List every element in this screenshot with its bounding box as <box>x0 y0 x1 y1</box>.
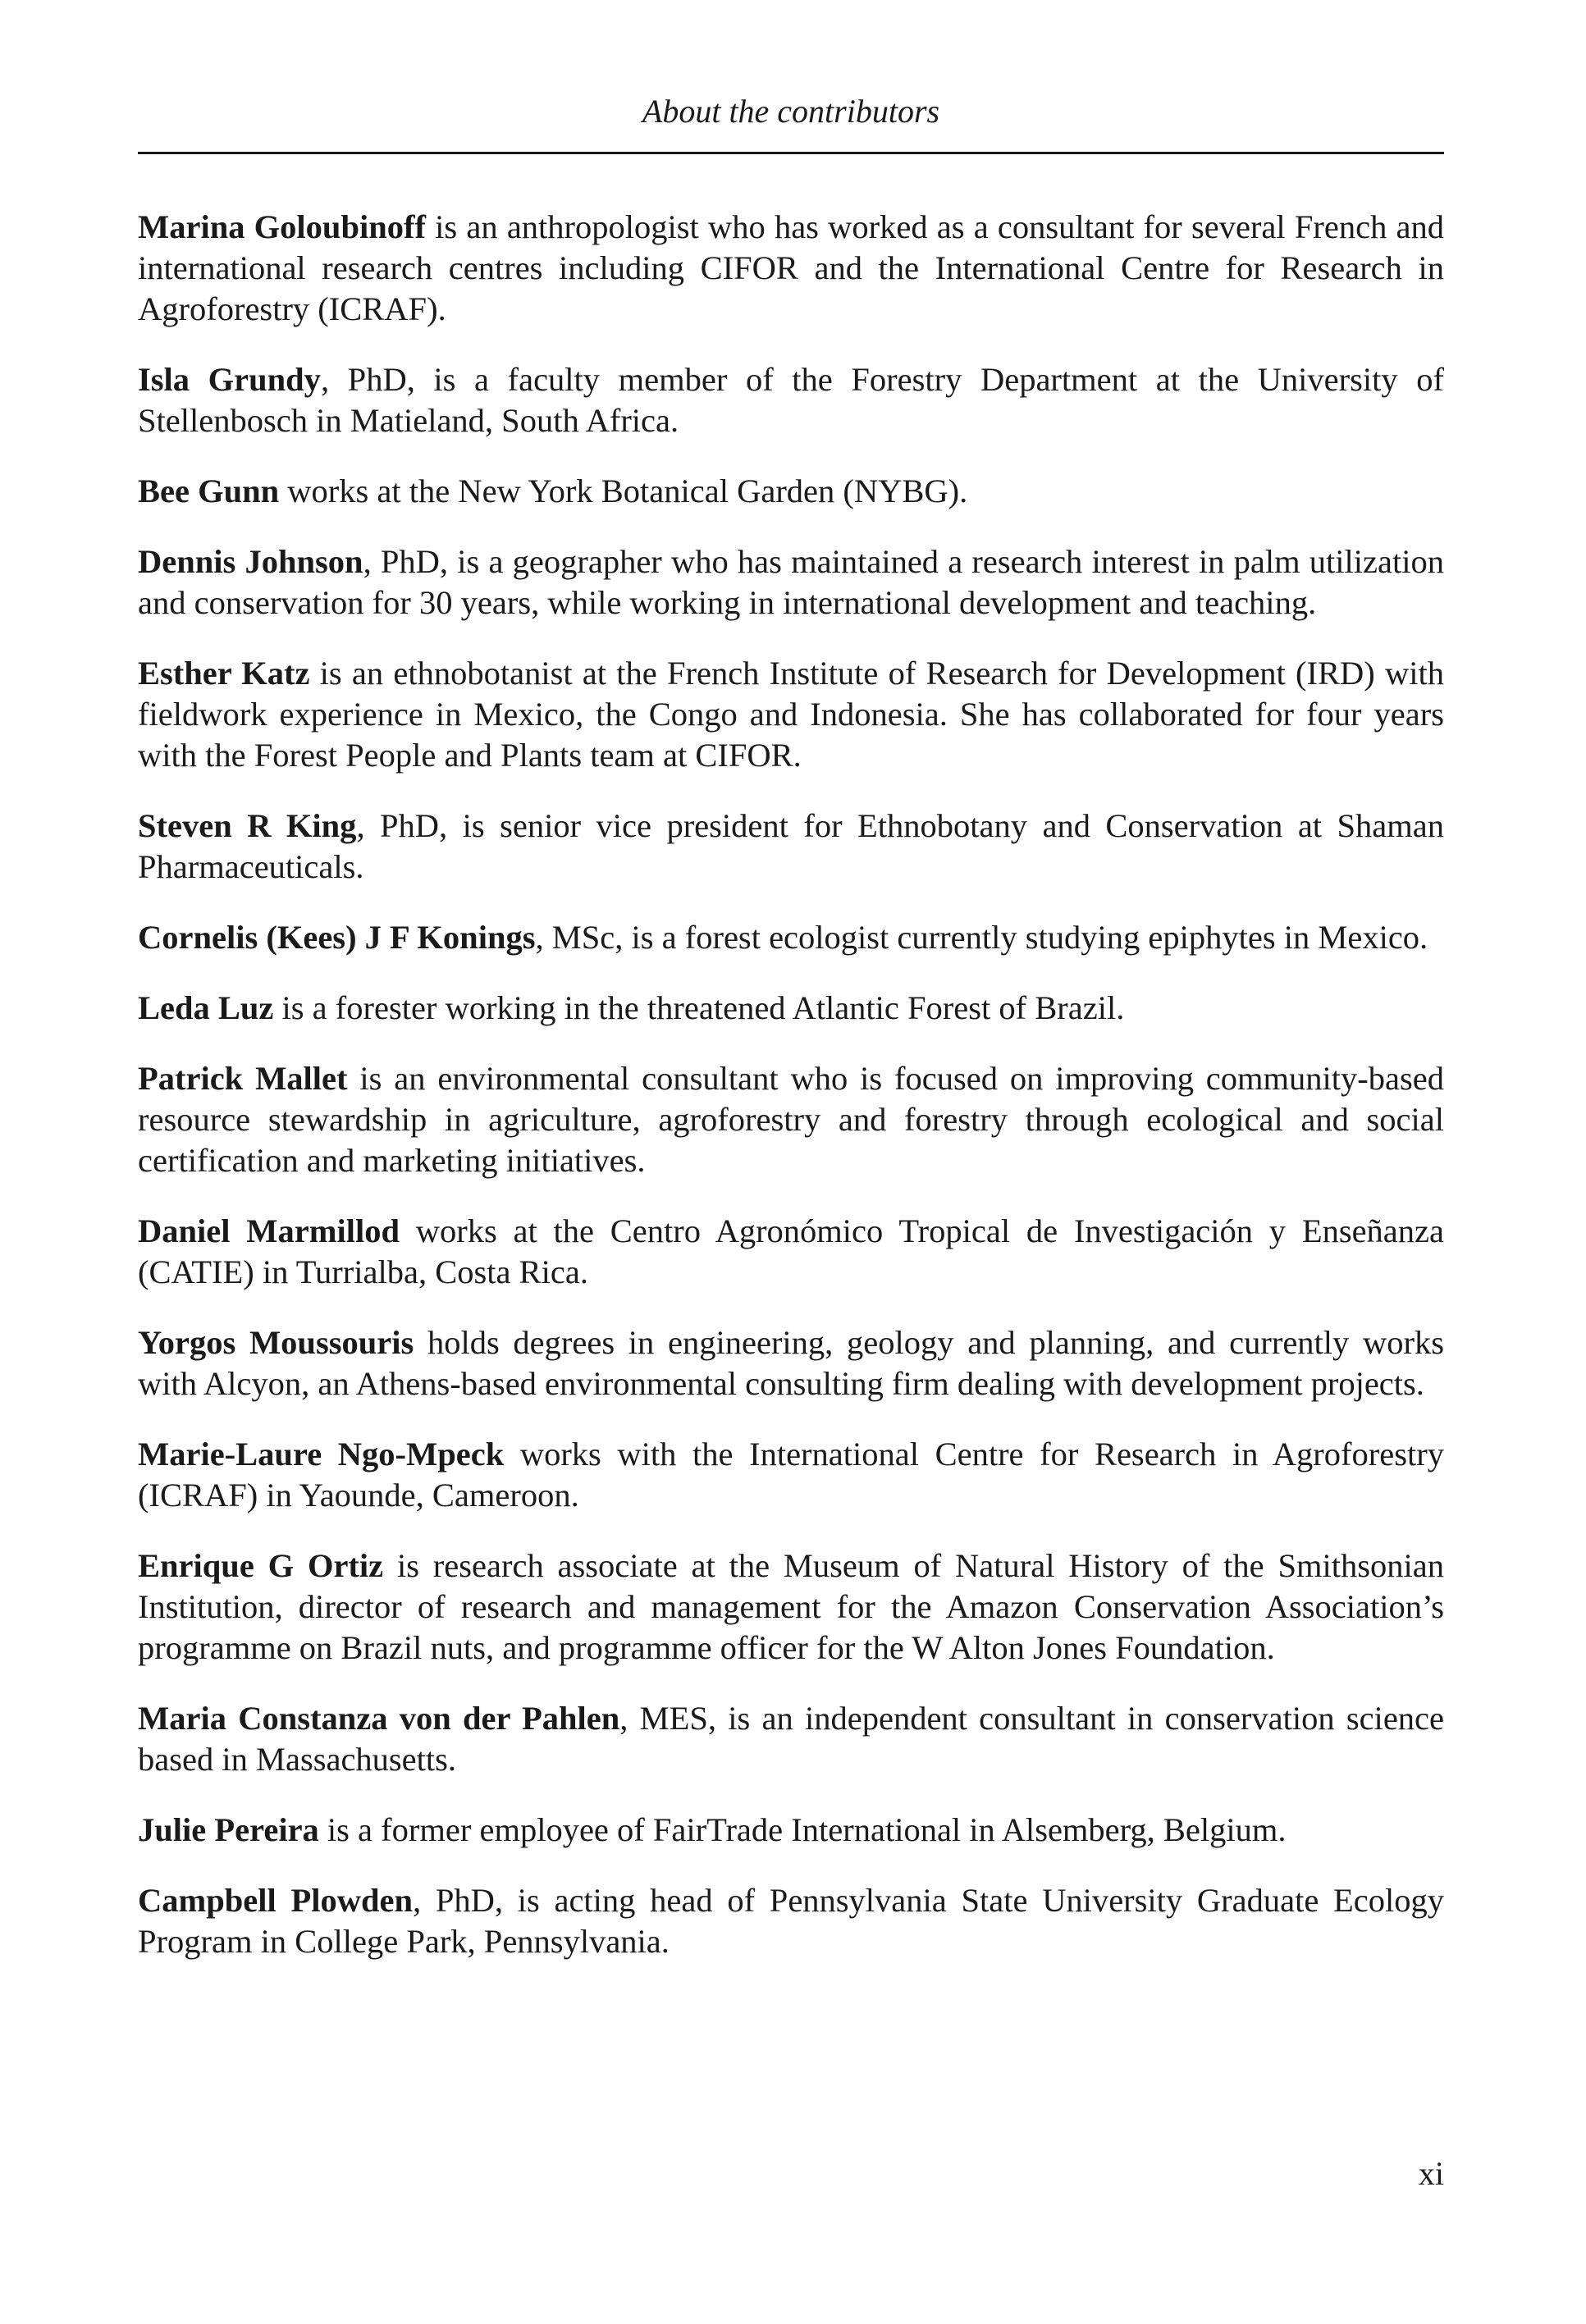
contributor-entry <box>138 207 1444 330</box>
contributor-entry <box>138 471 1444 512</box>
contributor-bio: is a forester working in the threatened Atlantic Forest of Brazil. <box>273 989 1125 1026</box>
contributor-name: Esther Katz <box>138 655 310 692</box>
page-number: xi <box>1418 2155 1444 2192</box>
contributor-name: Marina Goloubinoff <box>138 208 426 245</box>
contributor-entry <box>138 1322 1444 1404</box>
contributor-name: Maria Constanza von der Pahlen <box>138 1700 620 1737</box>
contributor-name: Marie-Laure Ngo-Mpeck <box>138 1436 505 1472</box>
contributor-entry <box>138 1211 1444 1293</box>
contributor-bio: , PhD, is a faculty member of the Forestry Department at the University of Stellenbosch in Matieland, South Africa. <box>138 361 1444 439</box>
running-head: About the contributors <box>642 93 940 130</box>
contributor-entry <box>138 917 1444 958</box>
contributor-name: Isla Grundy <box>138 361 321 398</box>
contributor-bio: , MES, is an independent consultant in conservation science based in Massachusetts. <box>138 1700 1444 1778</box>
contributor-bio: is an anthropologist who has worked as a consultant for several French and international research centres including CIFOR and the International Centre for Research in Agroforestry (ICRAF). <box>138 208 1444 327</box>
contributor-entry <box>138 359 1444 441</box>
contributor-name: Yorgos Moussouris <box>138 1324 414 1361</box>
contributor-bio: is an ethnobotanist at the French Institute of Research for Development (IRD) with fieldwork experience in Mexico, the Congo and Indonesia. She has collaborated for four years with the Forest People and Plants team at CIFOR. <box>138 655 1444 774</box>
contributor-bio: works at the Centro Agronómico Tropical de Investigación y Enseñanza (CATIE) in Turrialba, Costa Rica. <box>138 1212 1444 1290</box>
contributor-entry <box>138 1810 1444 1851</box>
contributors-list <box>138 207 1444 1992</box>
contributor-bio: , PhD, is senior vice president for Ethnobotany and Conservation at Shaman Pharmaceuticals. <box>138 807 1444 885</box>
contributor-bio: is research associate at the Museum of Natural History of the Smithsonian Institution, director of research and management for the Amazon Conservation Association’s programme on Brazil nuts, and programme officer for the W Alton Jones Foundation. <box>138 1547 1444 1666</box>
contributor-entry <box>138 1880 1444 1962</box>
contributor-bio: is a former employee of FairTrade International in Alsemberg, Belgium. <box>318 1811 1287 1848</box>
contributor-entry <box>138 1698 1444 1780</box>
contributor-name: Campbell Plowden <box>138 1882 414 1919</box>
contributor-bio: works at the New York Botanical Garden (NYBG). <box>279 473 968 509</box>
contributor-bio: , PhD, is acting head of Pennsylvania State University Graduate Ecology Program in College Park, Pennsylvania. <box>138 1882 1444 1960</box>
contributor-name: Dennis Johnson <box>138 543 363 580</box>
header-rule <box>138 152 1444 154</box>
contributor-bio: holds degrees in engineering, geology and planning, and currently works with Alcyon, an Athens-based environmental consulting firm dealing with development projects. <box>138 1324 1445 1402</box>
contributor-bio: works with the International Centre for Research in Agroforestry (ICRAF) in Yaounde, Cameroon. <box>138 1436 1444 1514</box>
contributor-name: Patrick Mallet <box>138 1060 348 1097</box>
contributor-name: Cornelis (Kees) J F Konings <box>138 919 536 956</box>
contributor-entry <box>138 1546 1444 1669</box>
contributor-bio: is an environmental consultant who is focused on improving community-based resource stewardship in agriculture, agroforestry and forestry through ecological and social certification and marketing initiatives. <box>138 1060 1444 1179</box>
contributor-entry <box>138 653 1444 776</box>
contributor-name: Steven R King <box>138 807 357 844</box>
contributor-name: Bee Gunn <box>138 473 280 509</box>
contributor-name: Enrique G Ortiz <box>138 1547 384 1584</box>
contributor-entry <box>138 988 1444 1029</box>
contributor-bio: , PhD, is a geographer who has maintained a research interest in palm utilization and conservation for 30 years, while working in international development and teaching. <box>138 543 1444 621</box>
contributor-entry <box>138 806 1444 888</box>
contributor-entry <box>138 1434 1444 1516</box>
contributor-name: Leda Luz <box>138 989 274 1026</box>
contributor-entry <box>138 1058 1444 1181</box>
contributor-bio: , MSc, is a forest ecologist currently studying epiphytes in Mexico. <box>535 919 1428 956</box>
contributor-name: Daniel Marmillod <box>138 1212 400 1249</box>
contributor-name: Julie Pereira <box>138 1811 319 1848</box>
contributor-entry <box>138 541 1444 623</box>
